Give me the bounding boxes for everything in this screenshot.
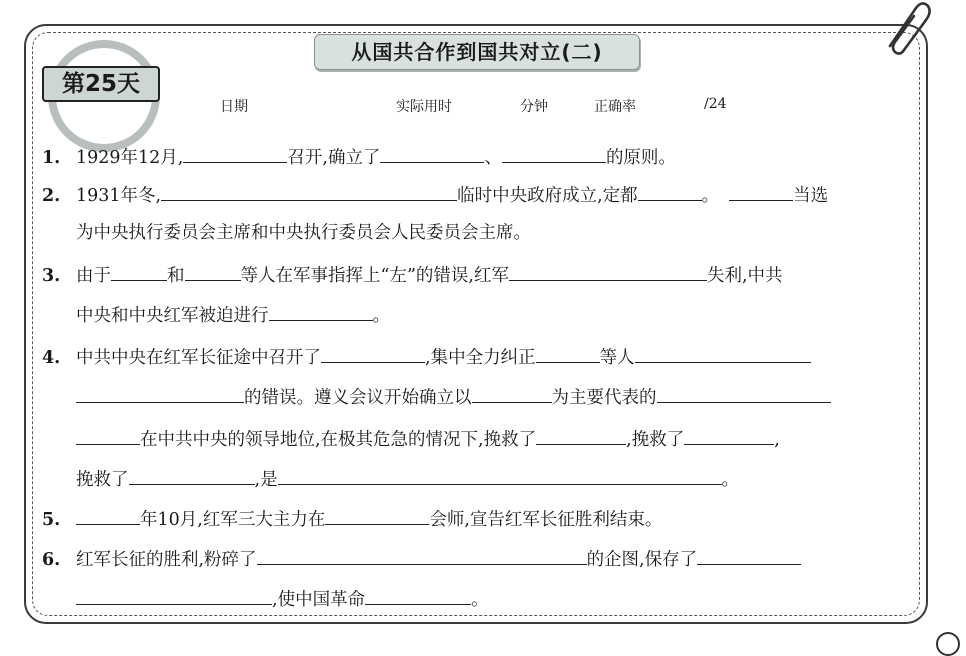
paperclip-icon (876, 0, 936, 60)
answer-blank[interactable] (536, 424, 626, 445)
answer-blank[interactable] (536, 342, 600, 363)
question-1: 1. 1929年12月, 召开,确立了 、 的原则。 (42, 142, 676, 171)
time-unit: 分钟 (520, 99, 548, 115)
answer-blank[interactable] (76, 504, 140, 525)
answer-blank[interactable] (183, 142, 287, 163)
day-badge: 第25天 (42, 66, 160, 102)
answer-blank[interactable] (129, 464, 255, 485)
question-4-line-2: 的错误。遵义会议开始确立以 为主要代表的 (76, 382, 831, 411)
accuracy-label: 正确率 (594, 99, 636, 115)
question-2-line-2: 为中央执行委员会主席和中央执行委员会人民委员会主席。 (76, 223, 531, 243)
stats-row (220, 96, 740, 116)
answer-blank[interactable] (325, 504, 429, 525)
answer-blank[interactable] (111, 260, 167, 281)
question-4-line-3: 在中共中央的领导地位,在极其危急的情况下,挽救了 ,挽救了 , (76, 424, 780, 453)
time-label: 实际用时 (396, 99, 452, 115)
page-title: 从国共合作到国共对立(二) (314, 34, 640, 70)
answer-blank[interactable] (278, 464, 722, 485)
date-label: 日期 (220, 99, 248, 115)
answer-blank[interactable] (365, 584, 471, 605)
answer-blank[interactable] (321, 342, 425, 363)
question-6: 6. 红军长征的胜利,粉碎了 的企图,保存了 (42, 544, 801, 573)
answer-blank[interactable] (380, 142, 484, 163)
answer-blank[interactable] (638, 180, 702, 201)
answer-blank[interactable] (509, 260, 707, 281)
answer-blank[interactable] (185, 260, 241, 281)
answer-blank[interactable] (76, 382, 244, 403)
answer-blank[interactable] (161, 180, 457, 201)
answer-blank[interactable] (269, 300, 373, 321)
question-4-line-4: 挽救了 ,是 。 (76, 464, 739, 493)
question-5: 5. 年10月,红军三大主力在 会师,宣告红军长征胜利结束。 (42, 504, 662, 533)
question-2: 2. 1931年冬, 临时中央政府成立,定都 。 当选 (42, 180, 828, 209)
answer-blank[interactable] (502, 142, 606, 163)
question-3-line-2: 中央和中央红军被迫进行 。 (76, 300, 390, 329)
answer-blank[interactable] (635, 342, 811, 363)
answer-blank[interactable] (76, 424, 140, 445)
accuracy-total: /24 (704, 96, 727, 112)
answer-blank[interactable] (257, 544, 587, 565)
question-4: 4. 中共中央在红军长征途中召开了 ,集中全力纠正 等人 (42, 342, 811, 371)
answer-blank[interactable] (472, 382, 552, 403)
question-3: 3. 由于 和 等人在军事指挥上“左”的错误,红军 失利,中共 (42, 260, 783, 289)
answer-blank[interactable] (729, 180, 793, 201)
question-6-line-2: ,使中国革命 。 (76, 584, 489, 613)
answer-blank[interactable] (697, 544, 801, 565)
answer-blank[interactable] (684, 424, 774, 445)
answer-blank[interactable] (76, 584, 272, 605)
page-corner-mark (936, 632, 960, 656)
answer-blank[interactable] (657, 382, 831, 403)
